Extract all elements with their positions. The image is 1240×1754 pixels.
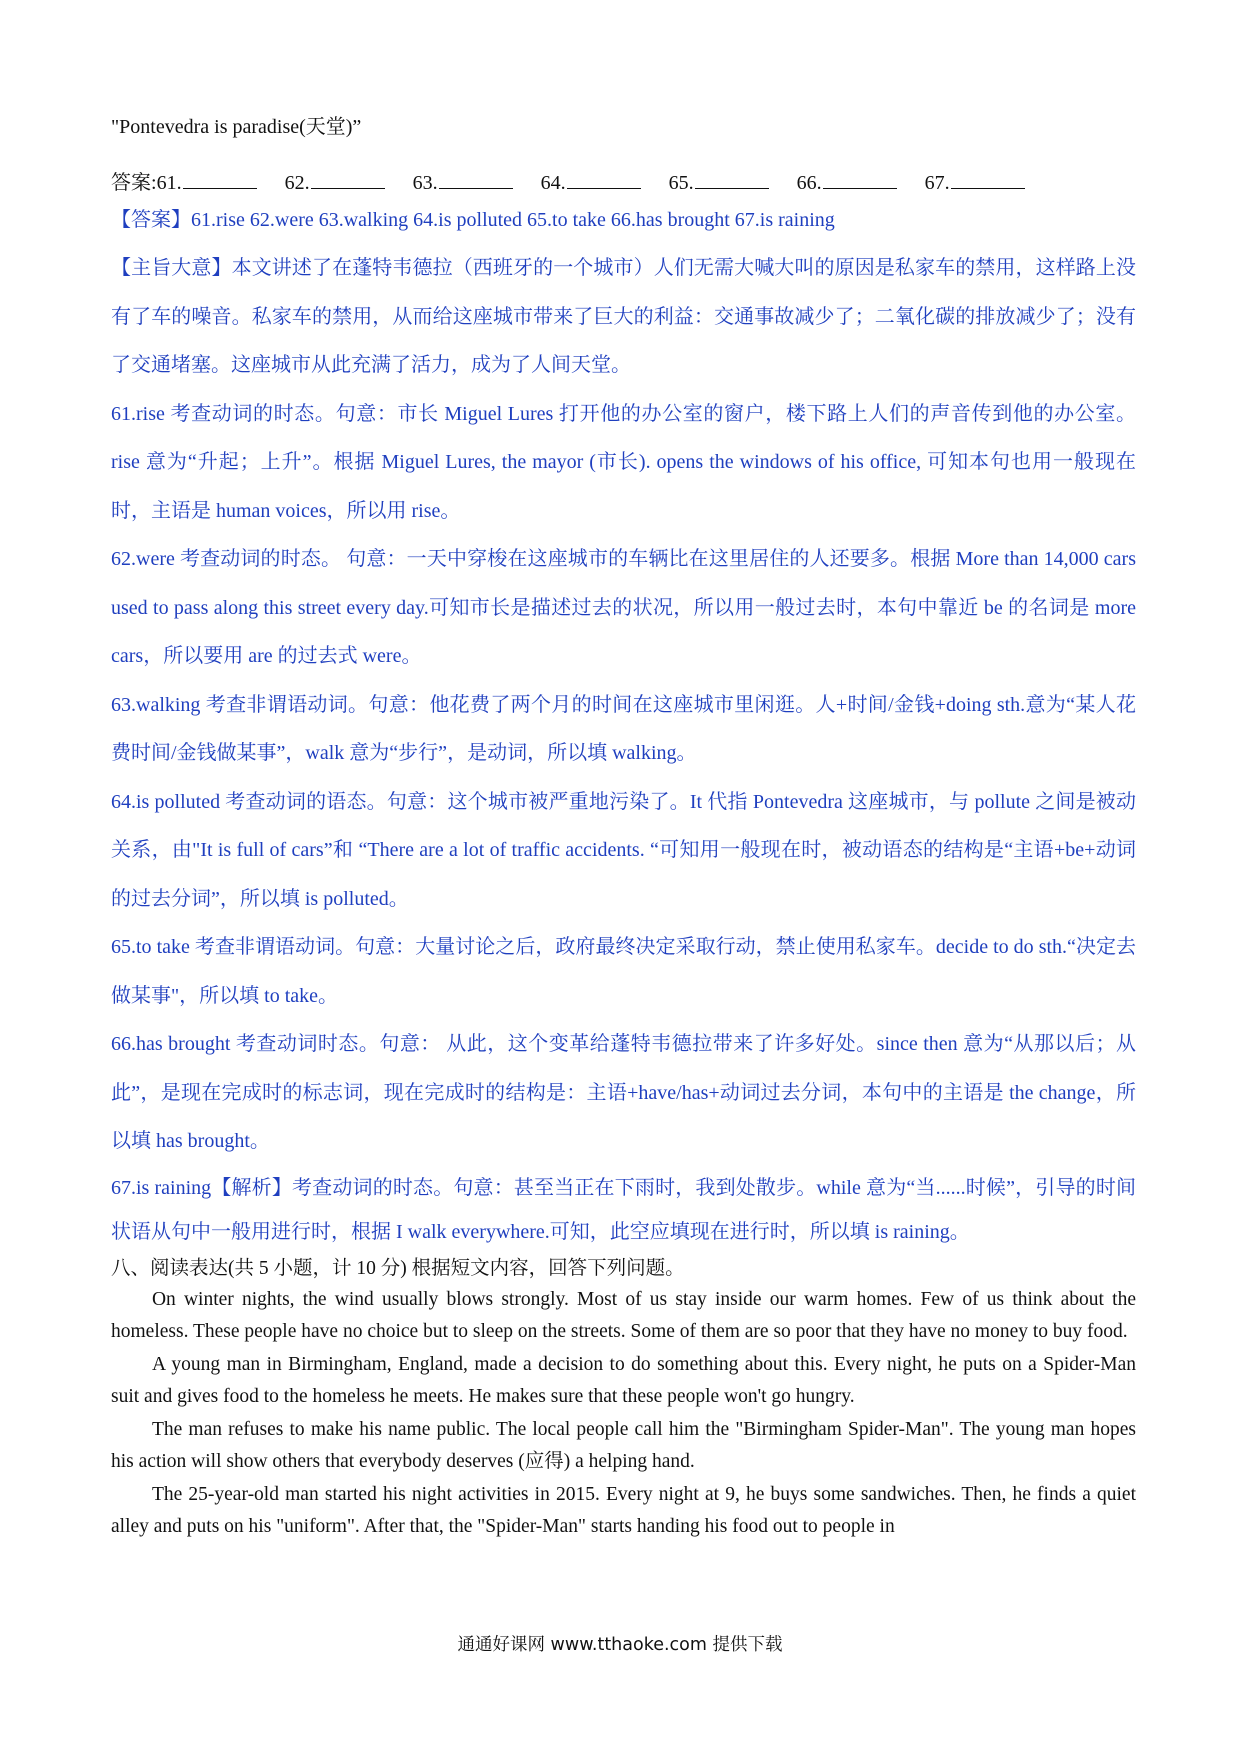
blank-66: 66. [797, 170, 897, 196]
blank-62: 62. [285, 170, 385, 196]
answer-blanks-row [111, 170, 1136, 196]
page-footer: 通通好课网 www.tthaoke.com 提供下载 [457, 1635, 783, 1655]
page-content [111, 114, 1136, 1544]
story-paragraph-3: The man refuses to make his name public. The local people call him the "Birmingham Spider-Man". The young man hopes his action will show others that everybody deserves (应得) a helping hand. [111, 1418, 1136, 1472]
blank-61: 61. [157, 170, 257, 196]
story-paragraph-2: A young man in Birmingham, England, made a decision to do something about this. Every night, he puts on a Spider-Man suit and gives food to the homeless he meets. He makes sure that these people won't go hungry. [111, 1353, 1136, 1407]
explanation-65: 65.to take 考查非谓语动词。句意：大量讨论之后，政府最终决定采取行动，禁止使用私家车。decide to do sth.“决定去做某事"，所以填 to take。 [111, 936, 1136, 1007]
explanation-67: 67.is raining【解析】考查动词的时态。句意：甚至当正在下雨时，我到处散步。while 意为“当......时候”，引导的时间状语从句中一般用进行时，根据 I walk everywhere.可知，此空应填现在进行时，所以填 is raining。 [111, 1176, 1136, 1243]
blank-65: 65. [669, 170, 769, 196]
answer-label: 答案: [111, 172, 157, 194]
explanation-62: 62.were 考查动词的时态。 句意：一天中穿梭在这座城市的车辆比在这里居住的人还要多。根据 More than 14,000 cars used to pass along this street every day.可知市长是描述过去的状况，所以用一般过去时，本句中靠近 be 的名词是 more cars，所以要用 are 的过去式 were。 [111, 548, 1136, 667]
blank-67: 67. [925, 170, 1025, 196]
explanation-64: 64.is polluted 考查动词的语态。句意：这个城市被严重地污染了。It 代指 Pontevedra 这座城市，与 pollute 之间是被动关系，由"It is full of cars”和 “There are a lot of traffic accidents. “可知用一般现在时，被动语态的结构是“主语+be+动词的过去分词”，所以填 is polluted。 [111, 790, 1136, 910]
main-idea-paragraph: 【主旨大意】本文讲述了在蓬特韦德拉（西班牙的一个城市）人们无需大喊大叫的原因是私家车的禁用，这样路上没有了车的噪音。私家车的禁用，从而给这座城市带来了巨大的利益：交通事故减少了；二氧化碳的排放减少了；没有了交通堵塞。这座城市从此充满了活力，成为了人间天堂。 [111, 257, 1136, 376]
story-paragraph-1: On winter nights, the wind usually blows strongly. Most of us stay inside our warm homes. Few of us think about the homeless. These people have no choice but to sleep on the streets. Some of them are so poor that they have no money to buy food. [111, 1288, 1136, 1342]
explanation-66: 66.has brought 考查动词时态。句意： 从此，这个变革给蓬特韦德拉带来了许多好处。since then 意为“从那以后；从此”，是现在完成时的标志词，现在完成时的结构是：主语+have/has+动词过去分词，本句中的主语是 the change，所以填 has brought。 [111, 1033, 1136, 1152]
answer-key: 【答案】61.rise 62.were 63.walking 64.is polluted 65.to take 66.has brought 67.is raining [111, 209, 835, 231]
blank-64: 64. [541, 170, 641, 196]
explanation-63: 63.walking 考查非谓语动词。句意：他花费了两个月的时间在这座城市里闲逛。人+时间/金钱+doing sth.意为“某人花费时间/金钱做某事”，walk 意为“步行”，是动词，所以填 walking。 [111, 693, 1136, 764]
section-heading: 八、阅读表达(共 5 小题，计 10 分) 根据短文内容，回答下列问题。 [111, 1257, 685, 1279]
quote-line: "Pontevedra is paradise(天堂)” [111, 116, 362, 138]
explanation-61: 61.rise 考查动词的时态。句意：市长 Miguel Lures 打开他的办公室的窗户，楼下路上人们的声音传到他的办公室。rise 意为“升起；上升”。根据 Miguel Lures, the mayor (市长). opens the windows of his office, 可知本句也用一般现在时，主语是 human voices，所以用 rise。 [111, 402, 1136, 522]
blank-63: 63. [413, 170, 513, 196]
story-paragraph-4: The 25-year-old man started his night activities in 2015. Every night at 9, he buys some sandwiches. Then, he finds a quiet alley and puts on his "uniform". After that, the "Spider-Man" starts handing his food out to people in [111, 1483, 1136, 1537]
